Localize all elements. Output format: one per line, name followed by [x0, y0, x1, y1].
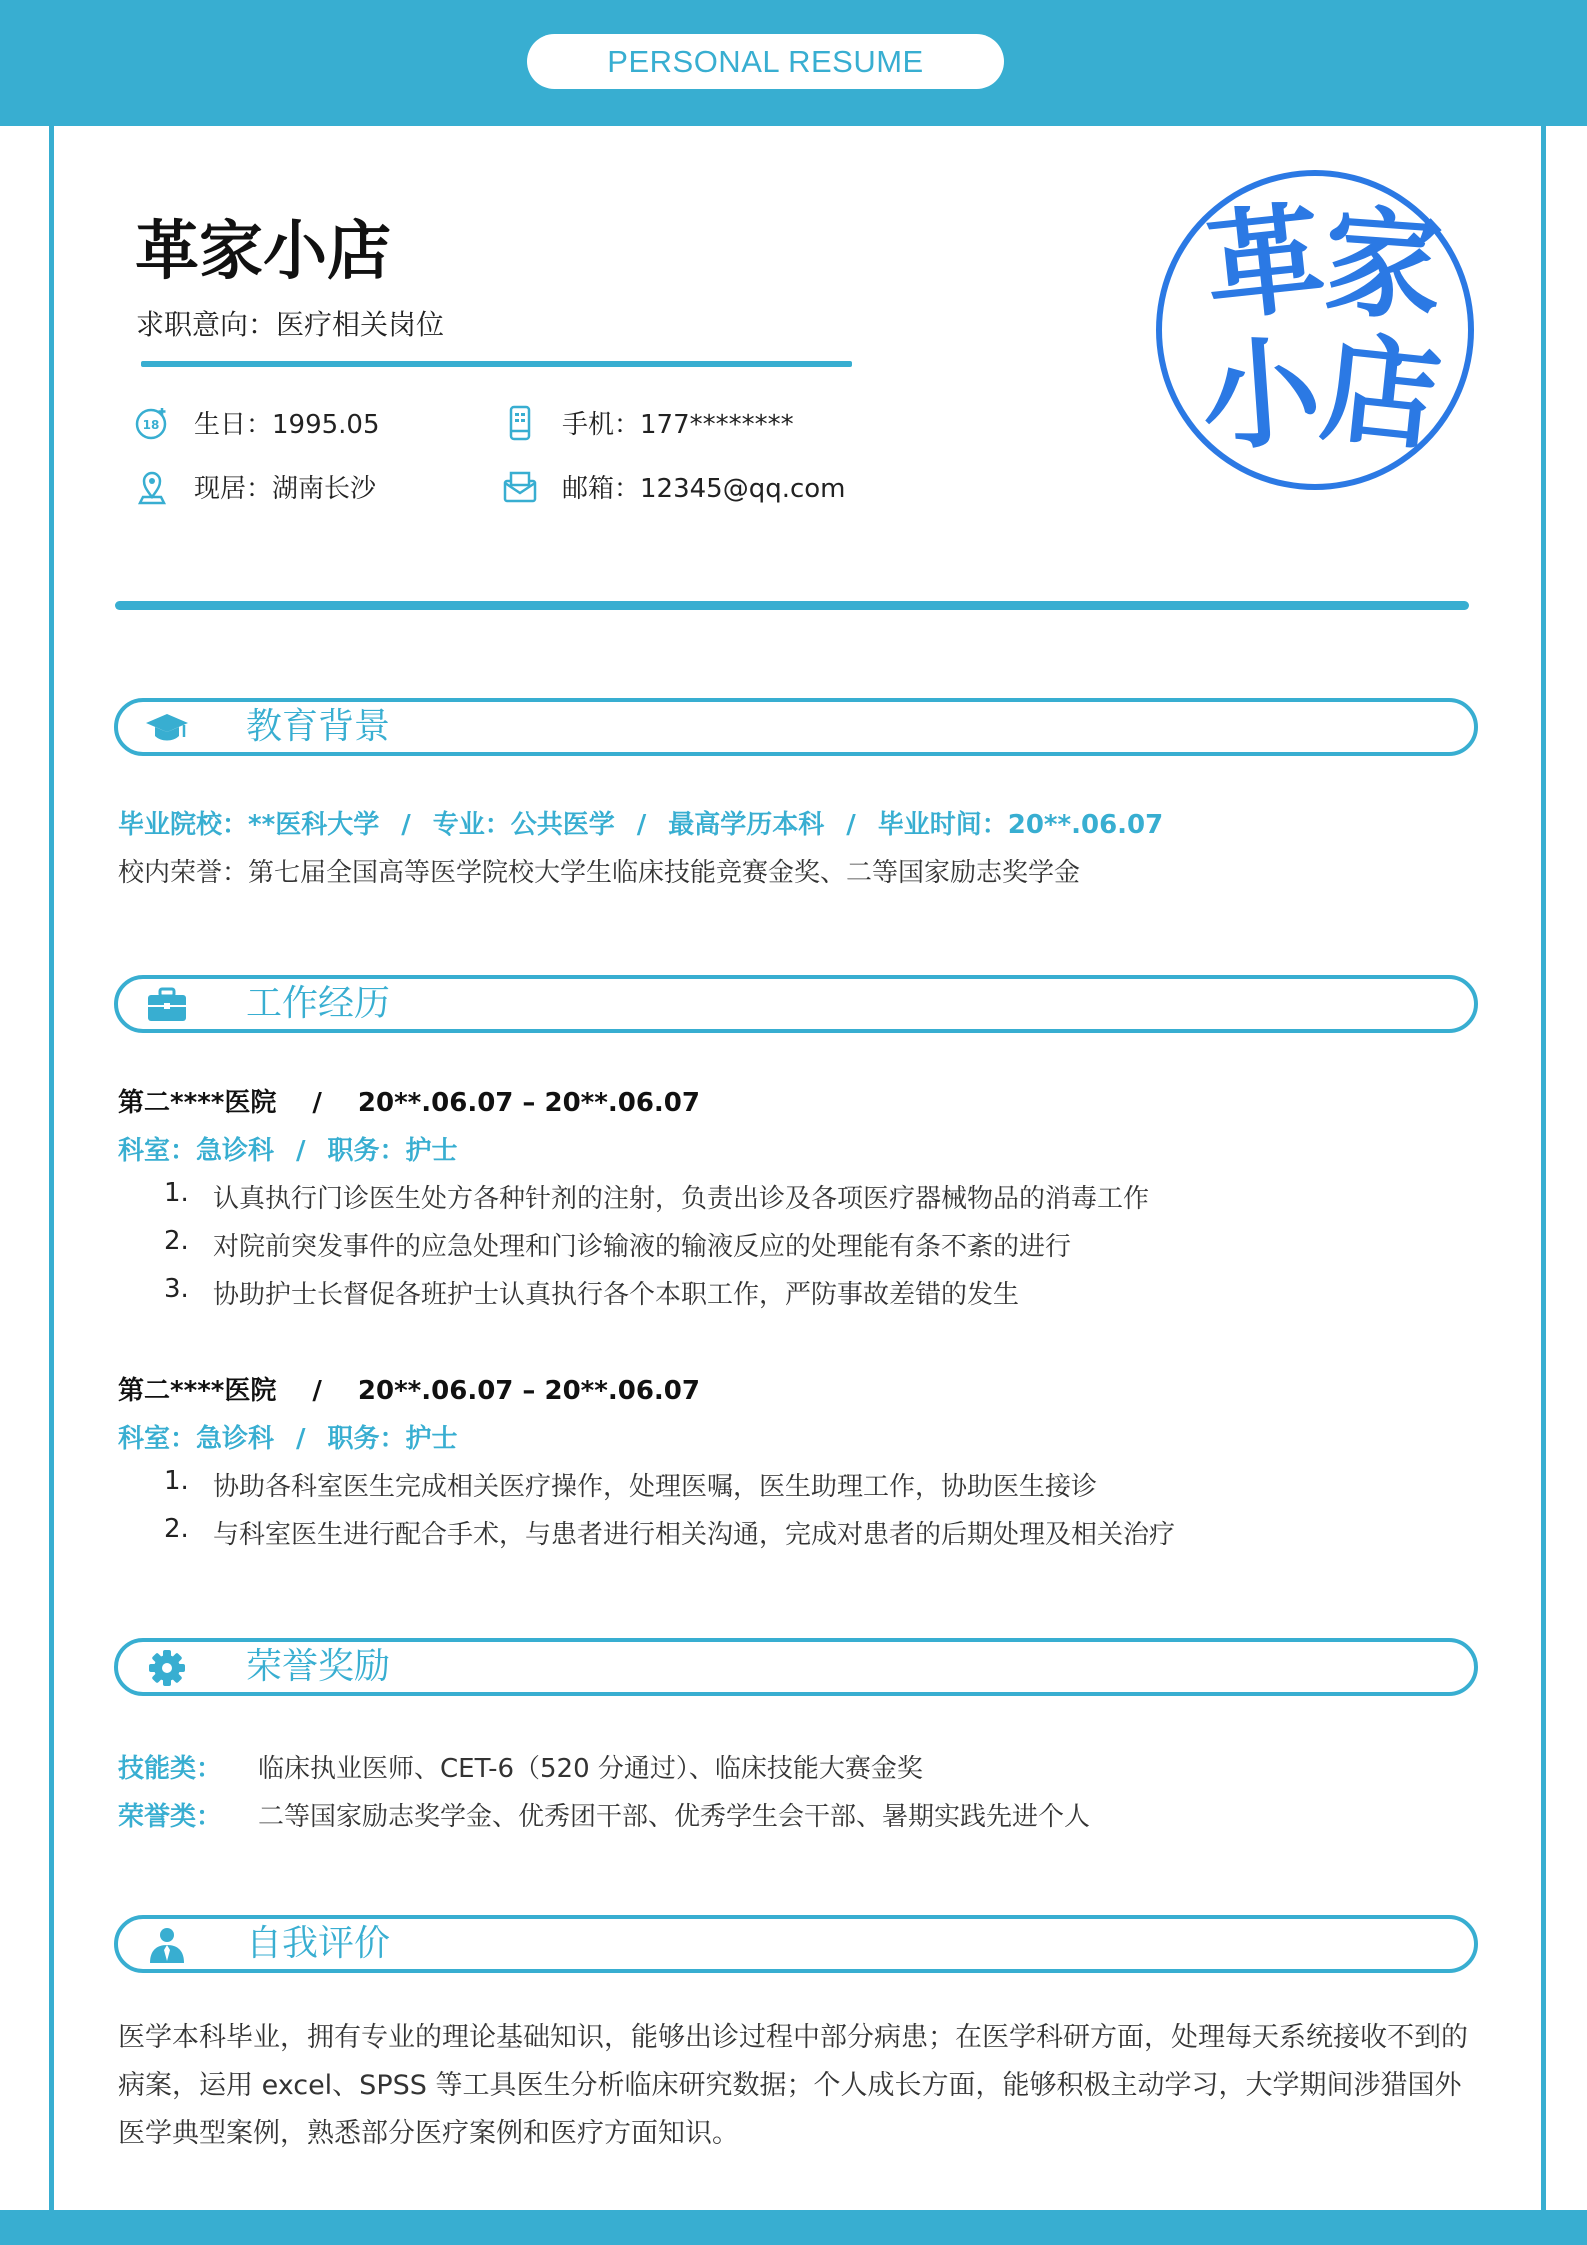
honor-label: 荣誉类： — [118, 1802, 223, 1832]
department: 科室：急诊科 — [118, 1424, 275, 1454]
phone-text: 手机：177******** — [562, 410, 794, 440]
phone-info — [502, 404, 794, 441]
list-number: 2. — [164, 1514, 189, 1544]
education-header — [114, 698, 1478, 756]
phone-icon — [502, 405, 538, 441]
job-period: 20**.06.07 – 20**.06.07 — [357, 1088, 700, 1118]
left-border-line — [49, 126, 54, 2210]
job-intent-label: 求职意向： — [136, 308, 277, 341]
graduation-time: 毕业时间：20**.06.07 — [877, 810, 1164, 840]
birthday-18-icon — [134, 405, 170, 441]
list-number: 2. — [164, 1226, 189, 1256]
awards-title: 荣誉奖励 — [246, 1646, 391, 1687]
list-number: 1. — [164, 1466, 189, 1496]
awards-header — [114, 1638, 1478, 1696]
degree: 最高学历本科 — [668, 810, 825, 840]
major: 专业：公共医学 — [432, 810, 615, 840]
separator: / — [312, 1088, 322, 1118]
job-header — [118, 1370, 700, 1407]
list-item: 协助各科室医生完成相关医疗操作，处理医嘱，医生助理工作，协助医生接诊 — [213, 1472, 1098, 1502]
employer: 第二****医院 — [118, 1088, 277, 1118]
self-eval-text: 医学本科毕业，拥有专业的理论基础知识，能够出诊过程中部分病患；在医学科研方面，处理每天系统接收不到的病案，运用 excel、SPSS 等工具医生分析临床研究数据；个人成长方面，能够积极主动学习，大学期间涉猎国外医学典型案例，熟悉部分医疗案例和医疗方面知识。 — [118, 2022, 1468, 2149]
email-text: 邮箱：12345@qq.com — [562, 474, 846, 504]
seal-stamp — [1156, 170, 1474, 490]
work-title: 工作经历 — [246, 983, 391, 1024]
section-divider — [115, 601, 1469, 610]
mail-icon — [502, 469, 538, 505]
list-item: 认真执行门诊医生处方各种针剂的注射，负责出诊及各项医疗器械物品的消毒工作 — [213, 1184, 1150, 1214]
birthday-info — [134, 404, 380, 441]
bottom-banner — [0, 2210, 1587, 2245]
gear-icon — [144, 1649, 190, 1687]
stamp-char: 店 — [1315, 317, 1448, 468]
list-item: 与科室医生进行配合手术，与患者进行相关沟通，完成对患者的后期处理及相关治疗 — [213, 1520, 1176, 1550]
honor-value: 二等国家励志奖学金、优秀团干部、优秀学生会干部、暑期实践先进个人 — [258, 1802, 1091, 1832]
birthday-text: 生日：1995.05 — [194, 410, 380, 440]
email-info — [502, 468, 846, 505]
applicant-name: 革家小店 — [135, 215, 391, 289]
separator: / — [312, 1376, 322, 1406]
skill-label: 技能类： — [118, 1754, 223, 1784]
department: 科室：急诊科 — [118, 1136, 275, 1166]
right-border-line — [1541, 126, 1546, 2210]
job-period: 20**.06.07 – 20**.06.07 — [357, 1376, 700, 1406]
residence-text: 现居：湖南长沙 — [194, 474, 377, 504]
residence-info — [134, 468, 376, 505]
stamp-char: 小 — [1197, 321, 1325, 468]
list-number: 3. — [164, 1274, 189, 1304]
person-tie-icon — [144, 1926, 190, 1964]
self-eval-title: 自我评价 — [246, 1923, 391, 1964]
self-eval-header — [114, 1915, 1478, 1973]
location-pin-icon — [134, 469, 170, 505]
job-dept-role — [118, 1418, 458, 1455]
school-honors: 校内荣誉：第七届全国高等医学院校大学生临床技能竞赛金奖、二等国家励志奖学金 — [118, 858, 1081, 888]
svg-text:18: 18 — [142, 417, 160, 432]
list-number: 1. — [164, 1178, 189, 1208]
school: 毕业院校：**医科大学 — [118, 810, 380, 840]
employer: 第二****医院 — [118, 1376, 277, 1406]
education-summary — [118, 804, 1163, 841]
job-dept-role — [118, 1130, 458, 1167]
education-title: 教育背景 — [246, 706, 391, 747]
skill-value: 临床执业医师、CET-6（520 分通过）、临床技能大赛金奖 — [258, 1754, 923, 1784]
separator: / — [401, 810, 411, 840]
resume-title: PERSONAL RESUME — [527, 34, 1004, 89]
role: 职务：护士 — [327, 1424, 458, 1454]
name-underline — [141, 361, 852, 367]
work-header — [114, 975, 1478, 1033]
job-intent — [136, 303, 444, 343]
stamp-char: 家 — [1319, 191, 1447, 338]
graduation-cap-icon — [144, 709, 190, 747]
job-intent-value: 医疗相关岗位 — [276, 308, 445, 341]
role: 职务：护士 — [327, 1136, 458, 1166]
job-header — [118, 1082, 700, 1119]
briefcase-icon — [144, 986, 190, 1024]
separator: / — [636, 810, 647, 840]
list-item: 对院前突发事件的应急处理和门诊输液的输液反应的处理能有条不紊的进行 — [213, 1232, 1072, 1262]
separator: / — [296, 1424, 306, 1454]
list-item: 协助护士长督促各班护士认真执行各个本职工作，严防事故差错的发生 — [213, 1280, 1020, 1310]
stamp-char: 革 — [1199, 187, 1331, 338]
separator: / — [846, 810, 856, 840]
separator: / — [296, 1136, 306, 1166]
